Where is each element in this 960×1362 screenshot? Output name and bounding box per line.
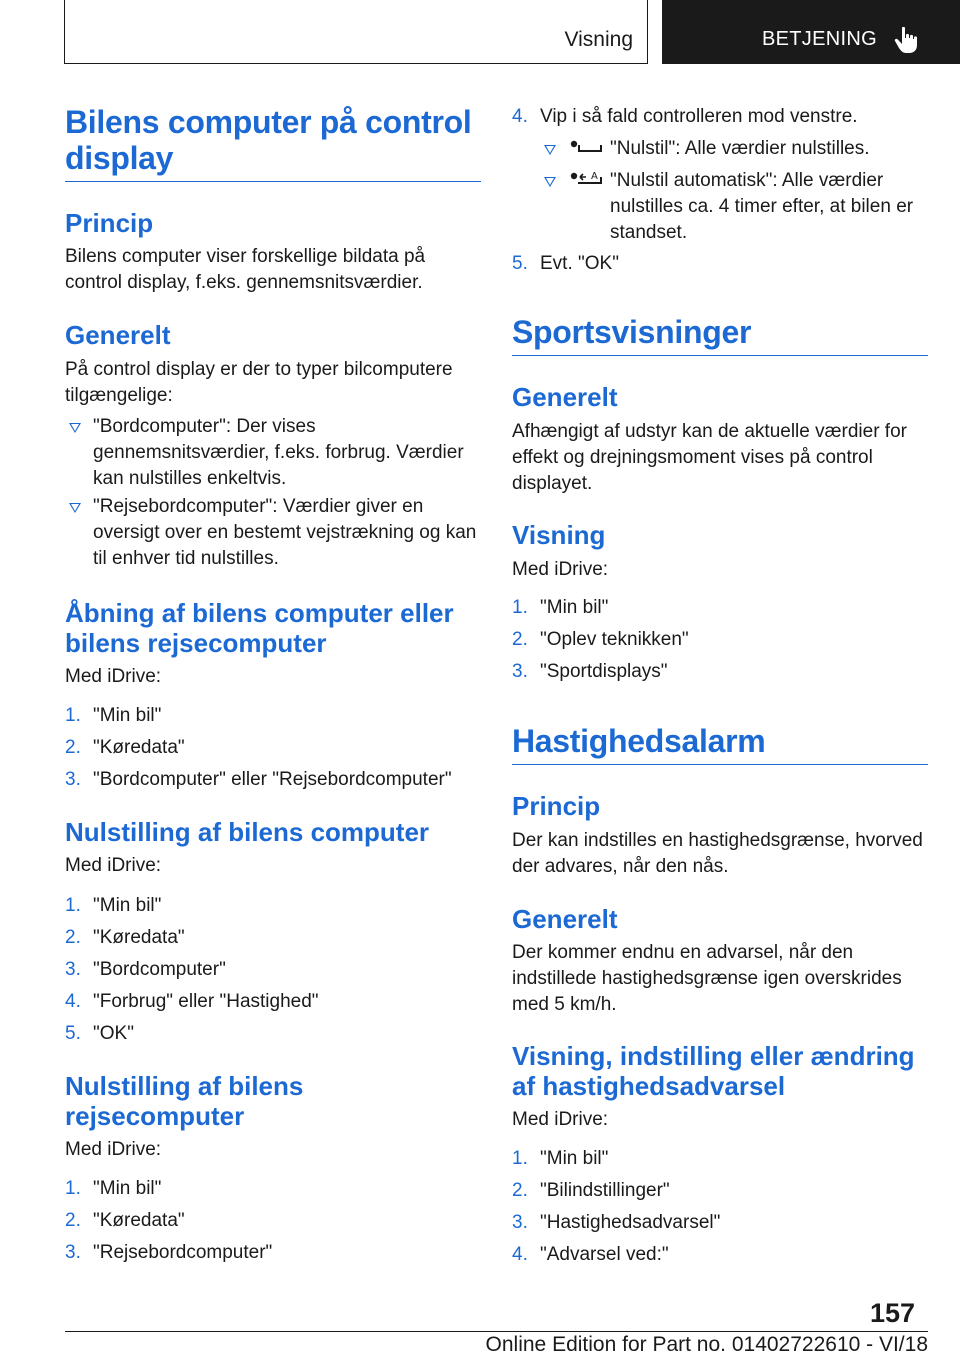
generelt-text: På control display er der to typer bilcomputere tilgængelige: xyxy=(65,359,453,406)
title-rule xyxy=(65,181,481,182)
hastighed-generelt-text: Der kommer endnu en advarsel, når den indstillede hastighedsgrænse igen overskrides med 5 km/h. xyxy=(512,942,902,1015)
header-chapter-label: BETJENING xyxy=(762,28,877,50)
heading-aabning: Åbning af bilens computer eller bilens rejsecomputer xyxy=(65,598,454,658)
heading-generelt: Generelt xyxy=(512,382,618,412)
nulstilling-rejse-intro: Med iDrive: xyxy=(65,1139,162,1160)
triangle-bullet-icon xyxy=(544,145,556,155)
header-chapter-tab xyxy=(662,0,960,64)
heading-generelt: Generelt xyxy=(65,320,171,350)
title-rule xyxy=(512,764,928,765)
sport-intro: Med iDrive: xyxy=(512,559,609,580)
heading-visning: Visning xyxy=(512,520,606,550)
sport-generelt-text: Afhængigt af udstyr kan de aktuelle værdier for effekt og drejningsmoment vises på control displayet. xyxy=(512,421,907,494)
princip-text: Bilens computer viser forskellige bildata på control display, f.eks. gennemsnitsværdier. xyxy=(65,246,426,293)
header-section-tab xyxy=(64,0,648,64)
pointing-hand-icon xyxy=(894,26,920,54)
reset-icon xyxy=(570,140,604,156)
triangle-bullet-icon xyxy=(69,423,81,433)
heading-princip: Princip xyxy=(65,208,154,238)
heading-nulstilling: Nulstilling af bilens computer xyxy=(65,817,430,847)
nulstilling-intro: Med iDrive: xyxy=(65,855,162,876)
title-hastighedsalarm: Hastighedsalarm xyxy=(512,723,766,759)
triangle-bullet-icon xyxy=(69,503,81,513)
heading-visning-indstilling: Visning, indstilling eller ændring af hastighedsadvarsel xyxy=(512,1041,915,1101)
svg-text:A: A xyxy=(591,171,598,182)
header-section-label: Visning xyxy=(564,28,633,51)
hastighed-intro: Med iDrive: xyxy=(512,1109,609,1130)
triangle-bullet-icon xyxy=(544,177,556,187)
footer-edition-text: Online Edition for Part no. 01402722610 - VI/18 xyxy=(485,1333,928,1356)
hastighed-princip-text: Der kan indstilles en hastighedsgrænse, hvorved der advares, når den nås. xyxy=(512,830,923,877)
title-sportsvisninger: Sportsvisninger xyxy=(512,314,752,350)
aabning-intro: Med iDrive: xyxy=(65,666,162,687)
heading-princip: Princip xyxy=(512,791,601,821)
page-number: 157 xyxy=(870,1298,916,1328)
footer-edition xyxy=(310,1332,928,1362)
auto-reset-icon xyxy=(570,168,604,188)
heading-nulstilling-rejse: Nulstilling af bilens rejsecomputer xyxy=(65,1071,304,1131)
title-bilens-computer: Bilens computer på control display xyxy=(65,104,472,176)
title-rule xyxy=(512,355,928,356)
heading-generelt: Generelt xyxy=(512,904,618,934)
